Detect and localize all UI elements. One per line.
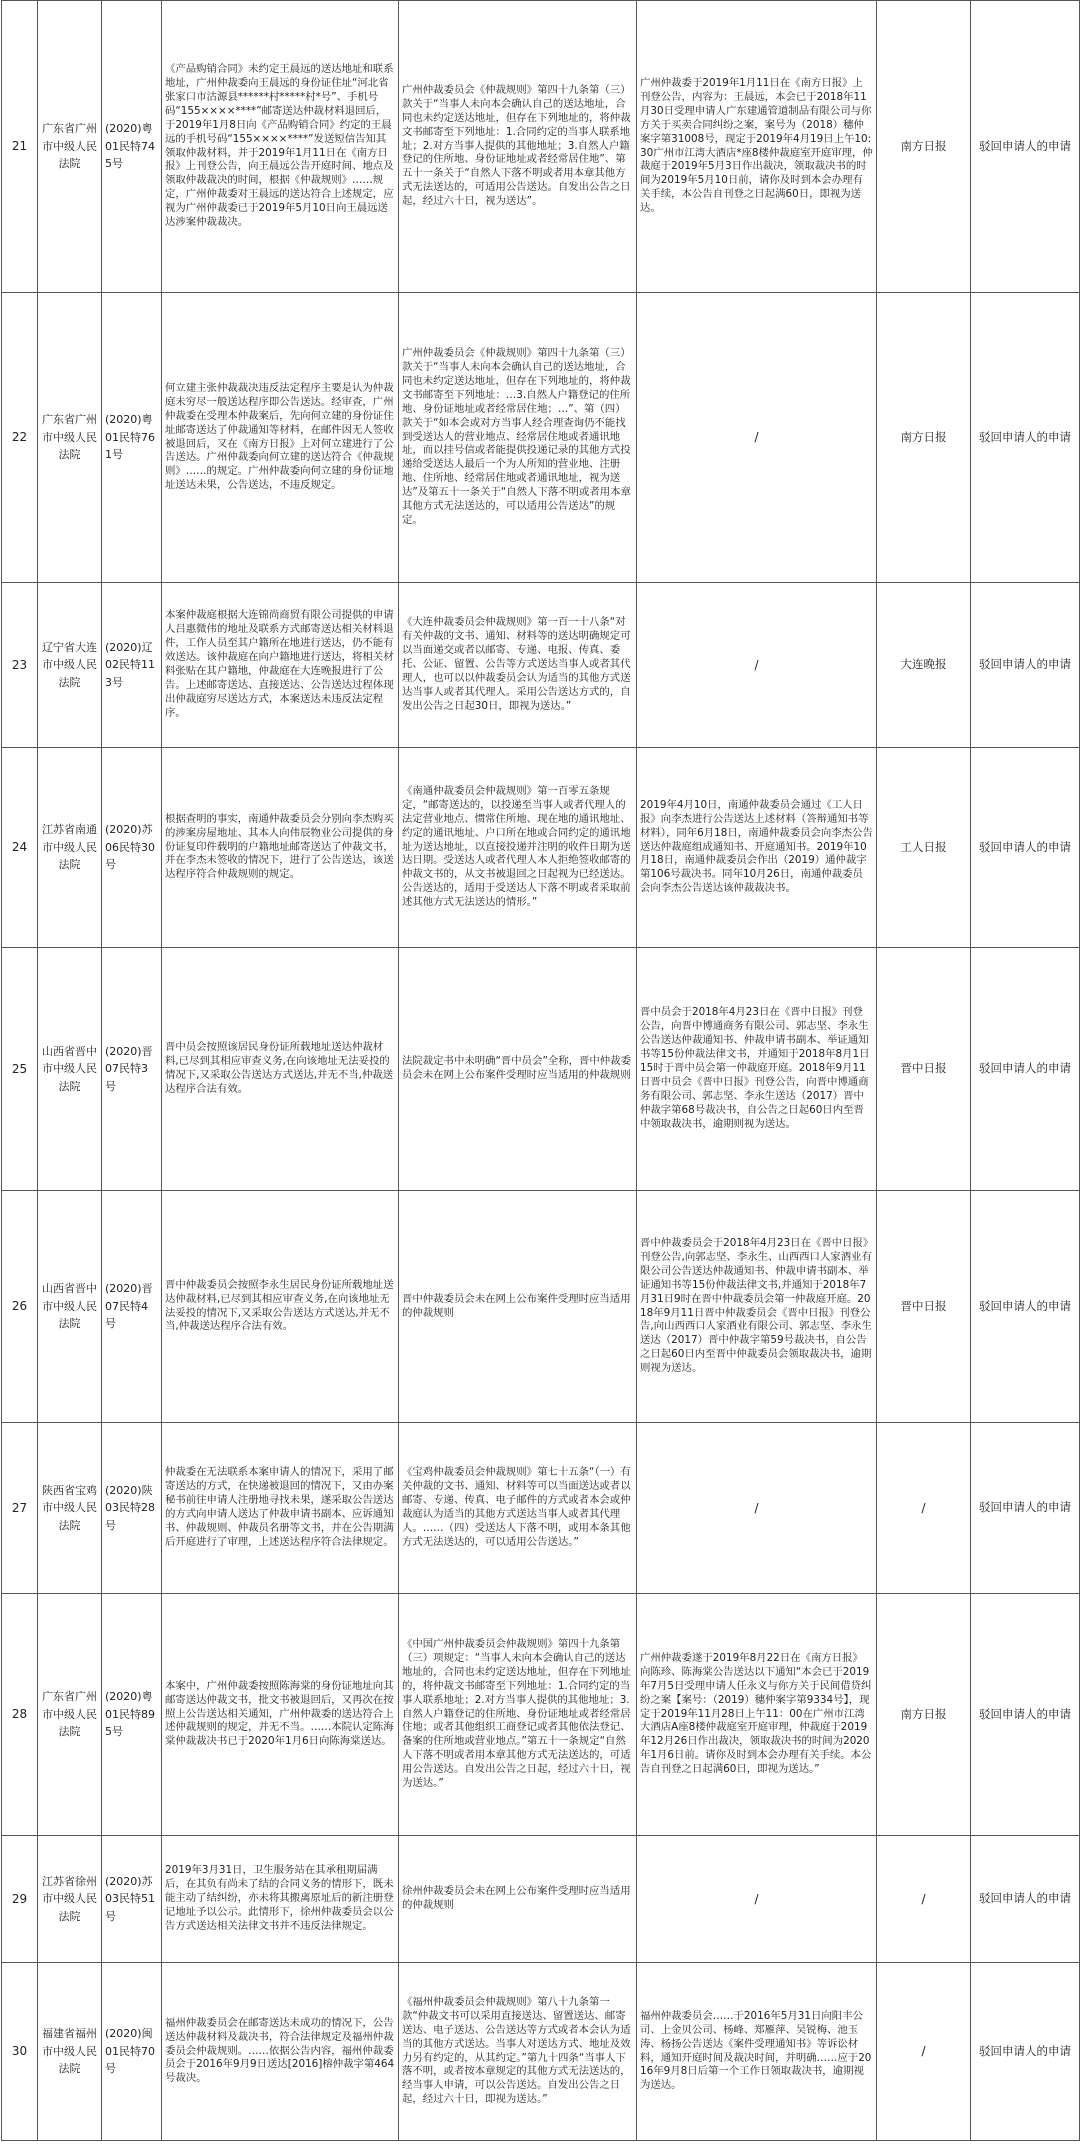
arbitration-rule: 《南通仲裁委员会仲裁规则》第一百零五条规定，“邮寄送达的，以投递至当事人或者代理人的法定营业地点、惯常住所地、现在地的通讯地址、约定的通讯地址、户口所在地或合同约定的通讯地址为送达地址，以直接投递并注明的收件日期为送达日期。受送达人或者代理人本人拒绝签收邮寄的仲裁文书的，从文书被退回之日起视为已经送达。公告送达的，适用于受送达人下落不明或者采取前述其他方式无法送达的情形。” — [399, 748, 637, 948]
arbitration-rule: 《中国广州仲裁委员会仲裁规则》第四十九条第（三）项规定：“当事人未向本会确认自己的送达地址的，合同也未约定送达地址，但存在下列地址的，将仲裁文书邮寄至下列地址：1.合同约定的当事人联系地址；2.对方当事人提供的其他地址；3.自然人户籍登记的住所地、身份证地址或者经常居住地；或者其他组织工商登记或者其他依法登记、备案的住所地或营业地点。”第五十一条规定“自然人下落不明或者用本章其他方式无法送达的，可适用公告送达。自发出公告之日起，经过六十日，视为送达。” — [399, 1594, 637, 1836]
court-name: 辽宁省大连市中级人民法院 — [38, 583, 102, 748]
court-view: 本案中，广州仲裁委按照陈海棠的身份证地址向其邮寄送达仲裁文书，批文书被退回后，又再次在按照上公告送达相关通知，广州仲裁委的送达符合上述仲裁规则的规定，并无不当。……本院认定陈海棠仲裁裁决书已于2020年1月6日向陈海棠送达。 — [162, 1594, 399, 1836]
table-row — [2, 293, 1080, 583]
court-view: 晋中员会按照该居民身份证所载地址送达仲裁材料,已尽到其相应审查义务,在向该地址无法妥投的情况下,又采取公告送达方式送达,并无不当,仲裁送达程序合法有效。 — [162, 948, 399, 1191]
notice-content: 广州仲裁委于2019年1月11日在《南方日报》上刊登公告，内容为：王晨远，本会已于2018年11月30日受理申请人广东建通管道制品有限公司与你方关于买卖合同纠纷之案，案号为（2018）穗仲案字第31008号，现定于2019年4月19日上午10:30广州市江湾大酒店*座8楼仲裁庭室开庭审理，仲裁庭于2019年5月3日作出裁决，领取裁决书的时间为2019年5月10日前，请你及时到本会办理有关手续，本公告自刊登之日起满60日，即视为送达。 — [637, 1, 877, 293]
newspaper: / — [877, 1423, 971, 1594]
court-view: 晋中仲裁委员会按照李永生居民身份证所载地址送达仲裁材料,已尽到其相应审查义务,在向该地址无法妥投的情况下,又采取公告送达方式送达,并无不当,仲裁送达程序合法有效。 — [162, 1191, 399, 1423]
row-number: 23 — [2, 583, 38, 748]
table-row — [2, 1594, 1080, 1836]
ruling-result: 驳回申请人的申请 — [971, 948, 1080, 1191]
notice-content: 晋中员会于2018年4月23日在《晋中日报》刊登公告，向晋中博通商务有限公司、郭志坚、李永生公告送达仲裁通知书、仲裁申请书副本、举证通知书等15份仲裁法律文书，并通知于2018年8月1日15时于晋中员会第一仲裁庭开庭。2018年9月11日晋中员会《晋中日报》刊登公告，向晋中博通商务有限公司、郭志坚、李永生送达（2017）晋中仲裁字第68号裁决书，自公告之日起60日内至晋中领取裁决书，逾期则视为送达。 — [637, 948, 877, 1191]
notice-content: 2019年4月10日，南通仲裁委员会通过《工人日报》向李杰进行公告送达上述材料（答辩通知书等材料），同年6月18日，南通仲裁委员会向李杰公告送达仲裁庭组成通知书、开庭通知书。2019年10月18日，南通仲裁委员会作出（2019）通仲裁字第106号裁决书。同年10月26日，南通仲裁委员会向李杰公告送达该仲裁裁决书。 — [637, 748, 877, 948]
court-view: 本案仲裁庭根据大连锦尚商贸有限公司提供的申请人吕惠微伟的地址及联系方式邮寄送达相关材料退件，工作人员至其户籍所在地进行送达，仍不能有效送达。该仲裁庭在向户籍地进行送达，将相关材料张贴在其户籍地，仲裁庭在大连晚报进行了公告。上述邮寄送达、直接送达、公告送达过程体现出仲裁庭穷尽送达方式，本案送达未违反法定程序。 — [162, 583, 399, 748]
row-number: 26 — [2, 1191, 38, 1423]
newspaper: 南方日报 — [877, 293, 971, 583]
table-row — [2, 1836, 1080, 1963]
court-name: 江苏省南通市中级人民法院 — [38, 748, 102, 948]
table-row — [2, 1963, 1080, 2141]
notice-content: / — [637, 1836, 877, 1963]
table-row — [2, 1423, 1080, 1594]
case-number: (2020)苏03民特51号 — [102, 1836, 162, 1963]
table-body — [2, 1, 1080, 2141]
newspaper: 晋中日报 — [877, 1191, 971, 1423]
notice-content: / — [637, 293, 877, 583]
court-view: 2019年3月31日，卫生服务站在其承租期届满后，在其负有尚未了结的合同义务的情形下，既未能主动了结纠纷，亦未将其搬离原址后的新注册登记地址予以公示。此情形下，徐州仲裁委员会以公告方式送达相关法律文书并不违反法律规定。 — [162, 1836, 399, 1963]
arbitration-rule: 《宝鸡仲裁委员会仲裁规则》第七十五条“（一）有关仲裁的文书、通知、材料等可以当面送达或者以邮寄、专递、传真、电子邮件的方式或者本会或仲裁庭认为适当的其他方式送达当事人或者其代理人。……（四）受送达人下落不明，或用本条其他方式无法送达的，可以适用公告送达。” — [399, 1423, 637, 1594]
ruling-result: 驳回申请人的申请 — [971, 1191, 1080, 1423]
row-number: 29 — [2, 1836, 38, 1963]
case-number: (2020)晋07民特3号 — [102, 948, 162, 1191]
ruling-result: 驳回申请人的申请 — [971, 583, 1080, 748]
arbitration-service-table — [1, 0, 1080, 2141]
case-number: (2020)晋07民特4号 — [102, 1191, 162, 1423]
newspaper: / — [877, 1963, 971, 2141]
ruling-result: 驳回申请人的申请 — [971, 1423, 1080, 1594]
notice-content: / — [637, 1423, 877, 1594]
arbitration-rule: 《福州仲裁委员会仲裁规则》第八十九条第一款“仲裁文书可以采用直接送达、留置送达、邮寄送达、电子送达、公告送达等方式或者本会认为适当的其他方式送达。当事人对送达方式、地址及效力另有约定的，从其约定。”第九十四条“当事人下落不明，或者按本章规定的其他方式无法送达的，经当事人申请，可以公告送达。自发出公告之日起，经过六十日，即视为送达。” — [399, 1963, 637, 2141]
row-number: 22 — [2, 293, 38, 583]
case-number: (2020)苏06民特30号 — [102, 748, 162, 948]
arbitration-rule: 晋中仲裁委员会未在网上公布案件受理时应当适用的仲裁规则 — [399, 1191, 637, 1423]
case-number: (2020)粤01民特761号 — [102, 293, 162, 583]
table-row — [2, 948, 1080, 1191]
court-view: 《产品购销合同》未约定王晨远的送达地址和联系地址，广州仲裁委向王晨远的身份证住址“河北省张家口市沽源县******村*****村*号”、手机号码“155××××****”邮寄送达仲裁材料退回后，于2019年1月8日向《产品购销合同》约定的王晨远的手机号码“155××××****”发送短信告知其领取仲裁材料，并于2019年1月11日在《南方日报》上刊登公告，向王晨远公告开庭时间、地点及领取仲裁裁决的时间，根据《仲裁规则》……规定，广州仲裁委对王晨远的送达符合上述规定，应视为广州仲裁委已于2019年5月10日向王晨远送达涉案仲裁裁决。 — [162, 1, 399, 293]
notice-content: 晋中仲裁委员会于2018年4月23日在《晋中日报》刊登公告,向郭志坚、李永生、山西西口人家酒业有限公司公告送达仲裁通知书、仲裁申请书副本、举证通知书等15份仲裁法律文书,并通知于2018年7月31日9时在晋中仲裁委员会第一仲裁庭开庭。2018年9月11日晋中仲裁委员会《晋中日报》刊登公告,向山西西口人家酒业有限公司、郭志坚、李永生送达（2017）晋中仲裁字第59号裁决书，自公告之日起60日内至晋中仲裁委员会领取裁决书，逾期则视为送达。 — [637, 1191, 877, 1423]
case-number: (2020)粤01民特745号 — [102, 1, 162, 293]
row-number: 27 — [2, 1423, 38, 1594]
notice-content: 广州仲裁委遂于2019年8月22日在《南方日报》向陈珍、陈海棠公告送达以下通知“本会已于2019年7月5日受理申请人任永义与你方关于民间借贷纠纷之案【案号：（2019）穗仲案字第9334号】，现定于2019年11月28日上午11：00在广州市江湾大酒店A座8楼仲裁庭室开庭审理，仲裁庭于2019年12月26日作出裁决，领取裁决书的时间为2020年1月6日前。请你及时到本会办理有关手续。本公告自刊登之日起满60日，即视为送达。” — [637, 1594, 877, 1836]
case-number: (2020)粤01民特895号 — [102, 1594, 162, 1836]
arbitration-rule: 法院裁定书中未明确“晋中员会”全称，晋中仲裁委员会未在网上公布案件受理时应当适用的仲裁规则 — [399, 948, 637, 1191]
court-view: 何立建主张仲裁裁决违反法定程序主要是认为仲裁庭未穷尽一般送达程序即公告送达。经审查，广州仲裁委在受理本仲裁案后，先向何立建的身份证住址邮寄送达了仲裁通知等材料，在邮件因无人签收被退回后，又在《南方日报》上对何立建进行了公告送达。广州仲裁委向何立建的送达符合《仲裁规则》……的规定。广州仲裁委向何立建的身份证地址送达未果，公告送达，不违反规定。 — [162, 293, 399, 583]
row-number: 24 — [2, 748, 38, 948]
court-name: 江苏省徐州市中级人民法院 — [38, 1836, 102, 1963]
table-row — [2, 748, 1080, 948]
court-name: 广东省广州市中级人民法院 — [38, 293, 102, 583]
newspaper: / — [877, 1836, 971, 1963]
ruling-result: 驳回申请人的申请 — [971, 293, 1080, 583]
newspaper: 晋中日报 — [877, 948, 971, 1191]
row-number: 30 — [2, 1963, 38, 2141]
court-view: 根据查明的事实，南通仲裁委员会分别向李杰购买的涉案房屋地址、其本人向伟辰物业公司提供的身份证复印件载明的户籍地址邮寄送达了仲裁文书，并在李杰未签收的情况下，进行了公告送达，该送达程序符合仲裁规则的规定。 — [162, 748, 399, 948]
notice-content: 福州仲裁委员会……于2016年5月31日向阳丰公司、上金贝公司、杨峰、郑雁萍、吴锐梅、池玉涛、杨扬公告送达《案件受理通知书》等诉讼材料，通知开庭时间及裁决时间，并明确……应于2016年9月8日后第一个工作日领取裁决书，逾期视为送达。 — [637, 1963, 877, 2141]
arbitration-rule: 徐州仲裁委员会未在网上公布案件受理时应当适用的仲裁规则 — [399, 1836, 637, 1963]
court-name: 山西省晋中市中级人民法院 — [38, 1191, 102, 1423]
ruling-result: 驳回申请人的申请 — [971, 1836, 1080, 1963]
newspaper: 南方日报 — [877, 1, 971, 293]
court-view: 仲裁委在无法联系本案申请人的情况下，采用了邮寄送达的方式，在快递被退回的情况下，又由办案秘书前往申请人注册地寻找未果，遂采取公告送达的方式向申请人送达了仲裁申请书副本、应诉通知书、仲裁规则、仲裁员名册等文书，并在公告期满后开庭进行了审理，上述送达程序符合法律规定。 — [162, 1423, 399, 1594]
court-name: 福建省福州市中级人民法院 — [38, 1963, 102, 2141]
table-row — [2, 583, 1080, 748]
row-number: 21 — [2, 1, 38, 293]
court-name: 广东省广州市中级人民法院 — [38, 1, 102, 293]
arbitration-rule: 广州仲裁委员会《仲裁规则》第四十九条第（三）款关于“当事人未向本会确认自己的送达地址，合同也未约定送达地址，但存在下列地址的，将仲裁文书邮寄至下列地址：…3.自然人户籍登记的住所地、身份证地址或者经常居住地；…”、第（四）款关于“如本会或对方当事人经合理查询仍不能找到受送达人的营业地点、经常居住地或者通讯地址，而以挂号信或者能提供投递记录的其他方式投递给受送达人最后一个为人所知的营业地、注册地、住所地、经常居住地或者通讯地址，视为送达”及第五十一条关于“自然人下落不明或者用本章其他方式无法送达的，可以适用公告送达”的规定。 — [399, 293, 637, 583]
row-number: 28 — [2, 1594, 38, 1836]
ruling-result: 驳回申请人的申请 — [971, 1594, 1080, 1836]
ruling-result: 驳回申请人的申请 — [971, 1, 1080, 293]
court-name: 陕西省宝鸡市中级人民法院 — [38, 1423, 102, 1594]
newspaper: 工人日报 — [877, 748, 971, 948]
ruling-result: 驳回申请人的申请 — [971, 748, 1080, 948]
table-row — [2, 1191, 1080, 1423]
table-row — [2, 1, 1080, 293]
arbitration-rule: 《大连仲裁委员会仲裁规则》第一百一十八条“对有关仲裁的文书、通知、材料等的送达明确规定可以当面递交或者以邮寄、专递、电报、传真、委托、公证、留置、公告等方式送达当事人或者其代理人，也可以以仲裁委员会认为适当的其他方式送达当事人或者其代理人。采用公告送达方式的，自发出公告之日起30日，即视为送达。” — [399, 583, 637, 748]
arbitration-rule: 广州仲裁委员会《仲裁规则》第四十九条第（三）款关于“当事人未向本会确认自己的送达地址，合同也未约定送达地址，但存在下列地址的，将仲裁文书邮寄至下列地址：1.合同约定的当事人联系地址；2.对方当事人提供的其他地址；3.自然人户籍登记的住所地、身份证地址或者经常居住地”、第五十一条关于“自然人下落不明或者用本章其他方式无法送达的，可适用公告送达。自发出公告之日起，经过六十日，视为送达”。 — [399, 1, 637, 293]
court-name: 山西省晋中市中级人民法院 — [38, 948, 102, 1191]
row-number: 25 — [2, 948, 38, 1191]
newspaper: 大连晚报 — [877, 583, 971, 748]
case-number: (2020)陕03民特28号 — [102, 1423, 162, 1594]
case-number: (2020)闽01民特70号 — [102, 1963, 162, 2141]
court-name: 广东省广州市中级人民法院 — [38, 1594, 102, 1836]
ruling-result: 驳回申请人的申请 — [971, 1963, 1080, 2141]
court-view: 福州仲裁委员会在邮寄送达未成功的情况下，公告送达仲裁材料及裁决书，符合法律规定及福州仲裁委员会仲裁规则。……依据公告内容，福州仲裁委员会于2016年9月9日送达[2016]榕仲裁字第464号裁决。 — [162, 1963, 399, 2141]
notice-content: / — [637, 583, 877, 748]
newspaper: 南方日报 — [877, 1594, 971, 1836]
case-number: (2020)辽02民特113号 — [102, 583, 162, 748]
